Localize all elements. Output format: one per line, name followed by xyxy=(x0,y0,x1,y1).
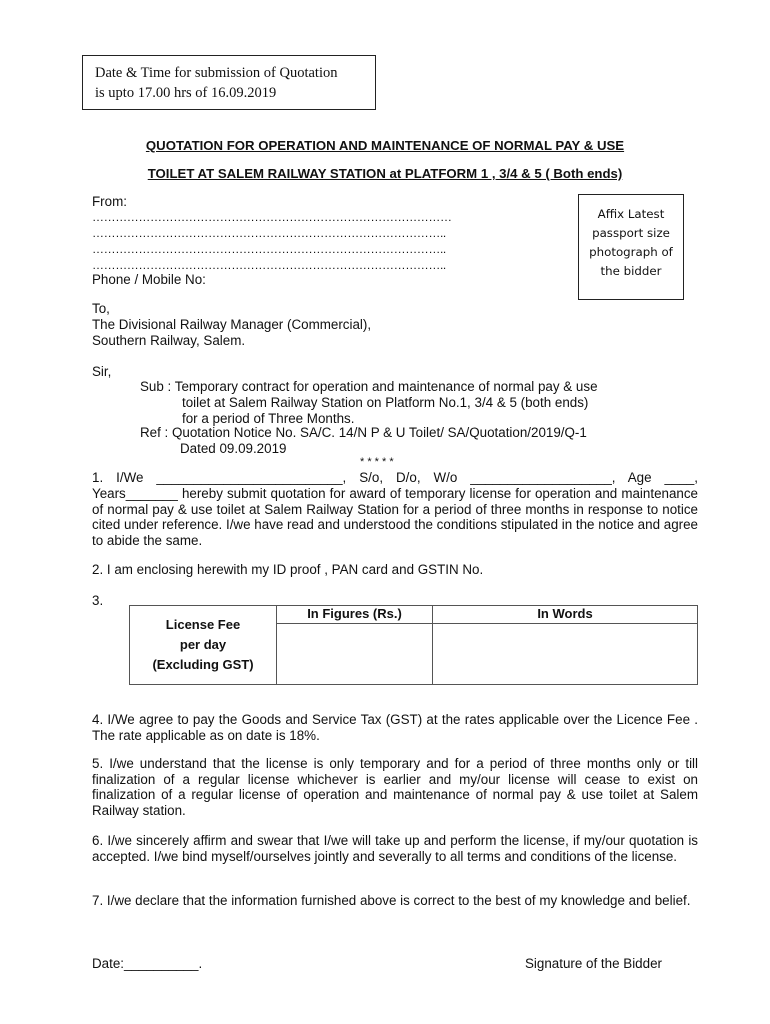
para-3-label: 3. xyxy=(92,593,104,608)
from-label: From: xyxy=(92,194,127,209)
photo-box-line: Affix Latest xyxy=(597,207,665,221)
reference-line-1: Ref : Quotation Notice No. SA/C. 14/N P & U Toilet/ SA/Quotation/2019/Q-1 xyxy=(140,425,587,440)
document-title-line-2: TOILET AT SALEM RAILWAY STATION at PLATFORM 1 , 3/4 & 5 ( Both ends) xyxy=(147,166,623,181)
date-field-label: Date:__________. xyxy=(92,956,203,971)
para-4: 4. I/We agree to pay the Goods and Service Tax (GST) at the rates applicable over the Licence Fee . The rate applicable as on date is 18%. xyxy=(92,712,698,743)
fee-in-words-field[interactable] xyxy=(433,624,698,685)
separator-stars: * * * * * xyxy=(360,456,394,468)
para-5: 5. I/we understand that the license is only temporary and for a period of three months only or till finalization of a regular license whichever is earlier and my/our license will cease to exist on finalization of a regular license of operation and maintenance of normal pay & use toilet at Salem Railway station. xyxy=(92,756,698,818)
from-address-line-2: ……………………………………………………………………………….. xyxy=(92,226,446,240)
subject-line-1: Sub : Temporary contract for operation and maintenance of normal pay & use xyxy=(140,379,598,394)
license-fee-table xyxy=(129,605,698,685)
para-2: 2. I am enclosing herewith my ID proof , PAN card and GSTIN No. xyxy=(92,562,484,577)
from-address-line-4: ……………………………………………………………………………….. xyxy=(92,258,446,272)
document-title-line-1: QUOTATION FOR OPERATION AND MAINTENANCE OF NORMAL PAY & USE xyxy=(145,138,625,153)
in-figures-header: In Figures (Rs.) xyxy=(277,606,433,624)
salutation: Sir, xyxy=(92,364,112,379)
submission-line-2: is upto 17.00 hrs of 16.09.2019 xyxy=(95,85,277,101)
subject-line-2: toilet at Salem Railway Station on Platform No.1, 3/4 & 5 (both ends) xyxy=(182,395,589,410)
reference-line-2: Dated 09.09.2019 xyxy=(180,441,287,456)
para-7: 7. I/we declare that the information furnished above is correct to the best of my knowledge and belief. xyxy=(92,893,691,908)
from-address-line-3: ……………………………………………………………………………….. xyxy=(92,242,446,256)
fee-label-line: (Excluding GST) xyxy=(152,657,254,672)
fee-label-line: per day xyxy=(179,637,227,652)
photo-box-line: photograph of xyxy=(589,245,673,259)
submission-line-1: Date & Time for submission of Quotation xyxy=(95,65,338,81)
para-1-body: Years_______ hereby submit quotation for award of temporary license for operation and maintenance of normal pay & use toilet at Salem Railway Station for a period of three months in response to notice cited under reference. I/we have read and understood the conditions stipulated in the notice and agree to abide the same. xyxy=(92,486,698,548)
photo-box-line: the bidder xyxy=(600,264,662,278)
para-6: 6. I/we sincerely affirm and swear that I/we will take up and perform the license, if my/our quotation is accepted. I/we bind myself/ourselves jointly and severally to all terms and conditions of the license. xyxy=(92,833,698,864)
signature-label: Signature of the Bidder xyxy=(525,956,662,971)
to-recipient-line-1: The Divisional Railway Manager (Commercial), xyxy=(92,317,372,332)
passport-photo-box xyxy=(578,194,684,300)
from-address-line-1: ………………………………………………………………………………… xyxy=(92,210,452,224)
fee-label-line: License Fee xyxy=(165,617,241,632)
submission-deadline-box xyxy=(82,55,376,110)
phone-mobile-label: Phone / Mobile No: xyxy=(92,272,206,287)
license-fee-row-label xyxy=(130,606,277,685)
fee-in-figures-field[interactable] xyxy=(277,624,433,685)
subject-line-3: for a period of Three Months. xyxy=(182,411,355,426)
to-label: To, xyxy=(92,301,110,316)
para-1-first-line: 1. I/We _________________________, S/o, D/o, W/o ___________________, Age ____, xyxy=(92,470,698,485)
in-words-header: In Words xyxy=(433,606,698,624)
to-recipient-line-2: Southern Railway, Salem. xyxy=(92,333,246,348)
photo-box-line: passport size xyxy=(592,226,670,240)
